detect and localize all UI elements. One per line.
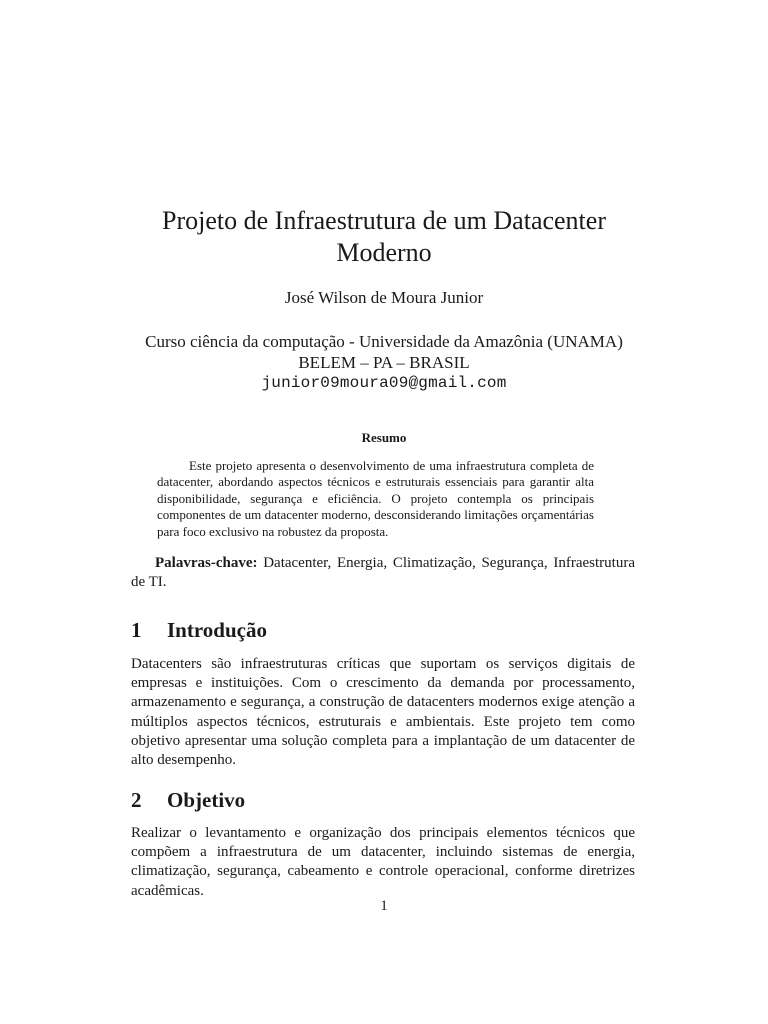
section-number: 1 — [131, 618, 142, 642]
author-name: José Wilson de Moura Junior — [284, 288, 484, 307]
affiliation — [100, 331, 668, 394]
keywords-label: Palavras-chave: — [155, 555, 258, 571]
title-line-2: Moderno — [336, 238, 432, 267]
author-email: junior09moura09@gmail.com — [261, 374, 507, 392]
keywords-text: Datacenter, Energia, Climatização, Segurança, Infraestrutura de TI. — [131, 555, 635, 590]
affiliation-line-1: Curso ciência da computação - Universidade da Amazônia (UNAMA) — [145, 332, 623, 351]
section-heading-introducao — [131, 618, 267, 643]
section-heading-objetivo — [131, 788, 245, 813]
abstract-heading: Resumo — [361, 430, 407, 445]
section-title-text: Introdução — [167, 618, 267, 642]
section-paragraph-objetivo: Realizar o levantamento e organização dos principais elementos técnicos que compõem a infraestrutura de um datacenter, incluindo sistemas de energia, climatização, segurança, cabeamento e controle operacional, conforme diretrizes acadêmicas. — [131, 825, 635, 899]
section-paragraph-introducao: Datacenters são infraestruturas críticas que suportam os serviços digitais de empresas e instituições. Com o crescimento da demanda por processamento, armazenamento e segurança, a construção de datacenters modernos exige atenção a múltiplos aspectos técnicos, estruturais e ambientais. Este projeto tem como objetivo apresentar uma solução completa para a implantação de um datacenter de alto desempenho. — [131, 656, 635, 769]
paper-title — [100, 205, 668, 269]
page-number: 1 — [380, 898, 388, 914]
title-line-1: Projeto de Infraestrutura de um Datacenter — [162, 206, 606, 235]
section-number: 2 — [131, 788, 142, 812]
affiliation-line-2: BELEM – PA – BRASIL — [298, 353, 470, 372]
abstract-text: Este projeto apresenta o desenvolvimento de uma infraestrutura completa de datacenter, abordando aspectos técnicos e estruturais essenciais para garantir alta disponibilidade, segurança e eficiência. O projeto contempla os principais componentes de um datacenter moderno, desconsiderando limitações orçamentárias para foco exclusivo na robustez da proposta. — [157, 458, 594, 539]
section-title-text: Objetivo — [167, 788, 246, 812]
keywords — [131, 554, 635, 592]
